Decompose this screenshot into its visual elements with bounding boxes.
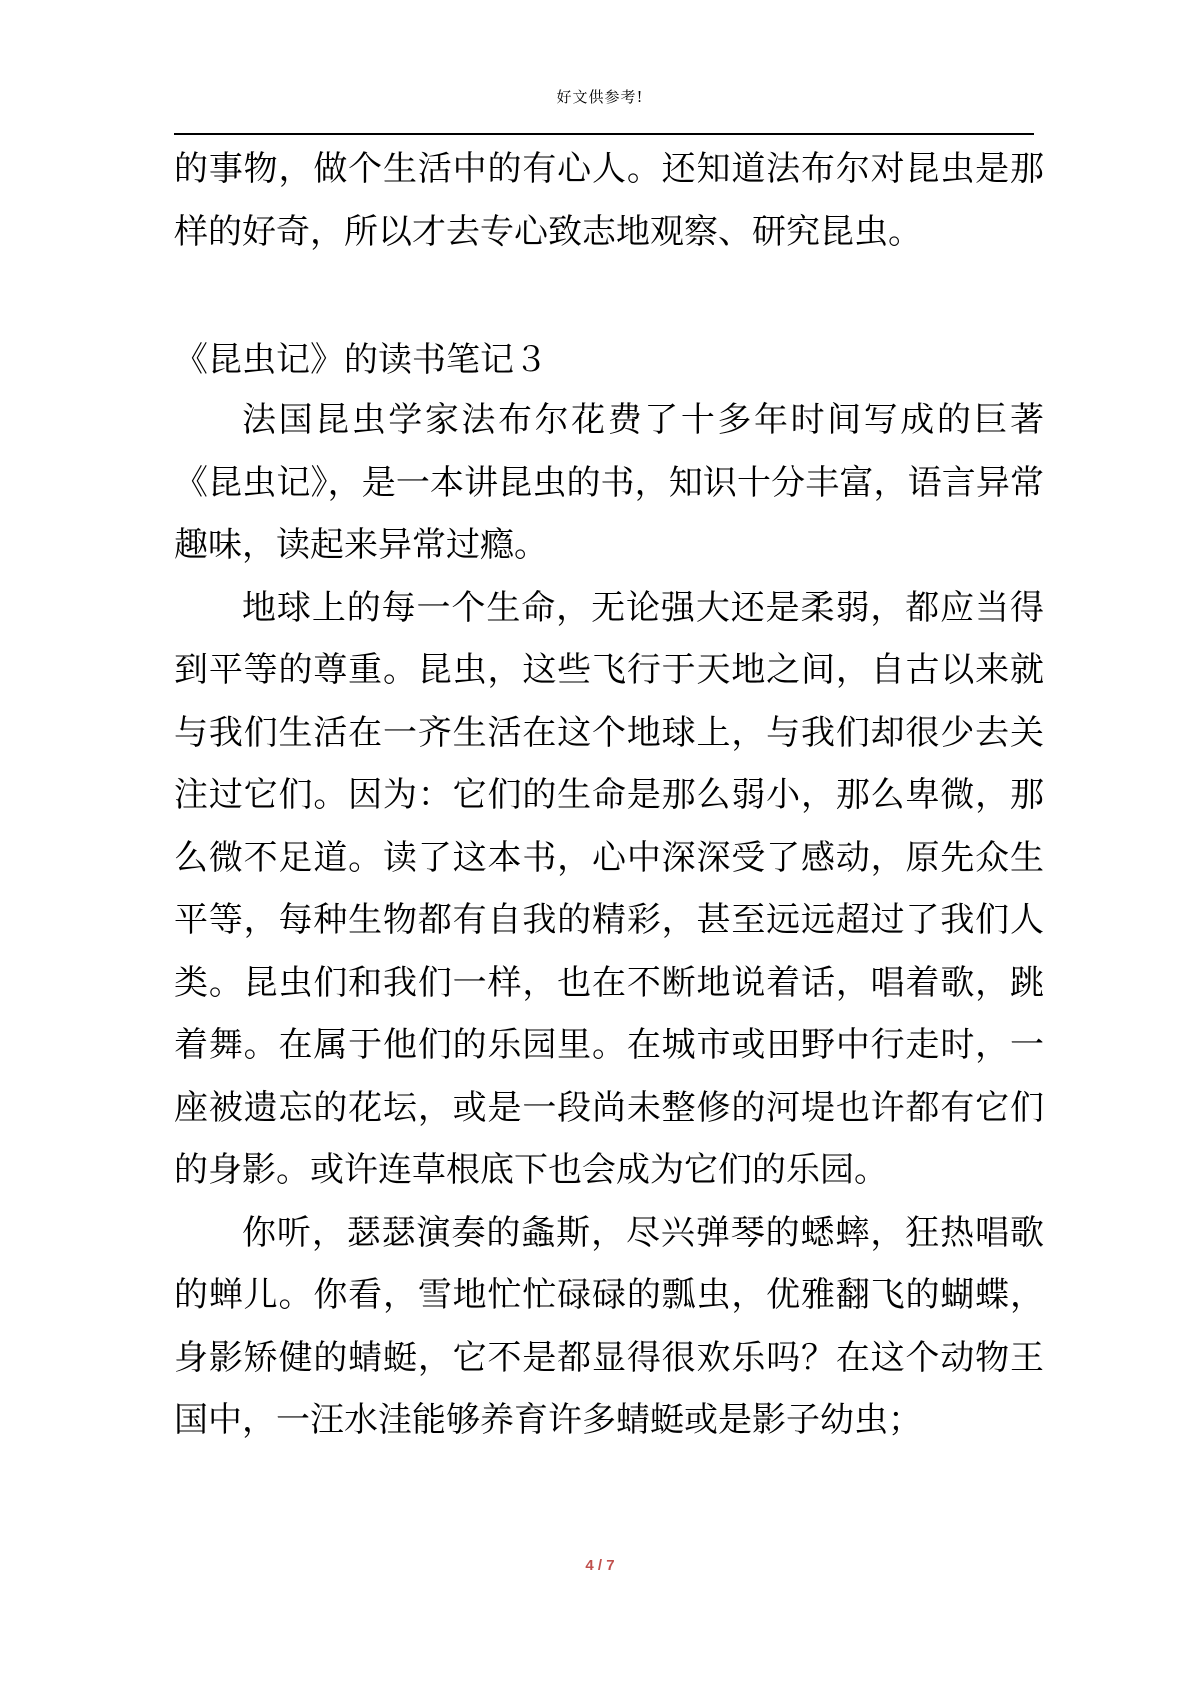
page-number: 4 / 7 [585, 1557, 615, 1574]
section-body [174, 389, 1044, 1452]
page-header: 好文供参考! [556, 88, 644, 106]
body-paragraph-3: 你听，瑟瑟演奏的螽斯，尽兴弹琴的蟋蟀，狂热唱歌的蝉儿。你看，雪地忙忙碌碌的瓢虫，优雅翻飞的蝴蝶，身影矫健的蜻蜓，它不是都显得很欢乐吗？在这个动物王国中，一汪水洼能够养育许多蜻蜓或是影子幼虫； [174, 1212, 1044, 1440]
body-paragraph-1: 法国昆虫学家法布尔花费了十多年时间写成的巨著《昆虫记》，是一本讲昆虫的书，知识十分丰富，语言异常趣味，读起来异常过瘾。 [174, 400, 1044, 565]
intro-paragraph: 的事物，做个生活中的有心人。还知道法布尔对昆虫是那样的好奇，所以才去专心致志地观察、研究昆虫。 [174, 149, 1044, 252]
intro-block [174, 138, 1044, 263]
header-divider [174, 133, 1034, 135]
body-paragraph-2: 地球上的每一个生命，无论强大还是柔弱，都应当得到平等的尊重。昆虫，这些飞行于天地之间，自古以来就与我们生活在一齐生活在这个地球上，与我们却很少去关注过它们。因为：它们的生命是那么弱小，那么卑微，那么微不足道。读了这本书，心中深深受了感动，原先众生平等，每种生物都有自我的精彩，甚至远远超过了我们人类。昆虫们和我们一样，也在不断地说着话，唱着歌，跳着舞。在属于他们的乐园里。在城市或田野中行走时，一座被遗忘的花坛，或是一段尚未整修的河堤也许都有它们的身影。或许连草根底下也会成为它们的乐园。 [174, 587, 1044, 1190]
section-heading: 《昆虫记》的读书笔记３ [174, 340, 548, 380]
